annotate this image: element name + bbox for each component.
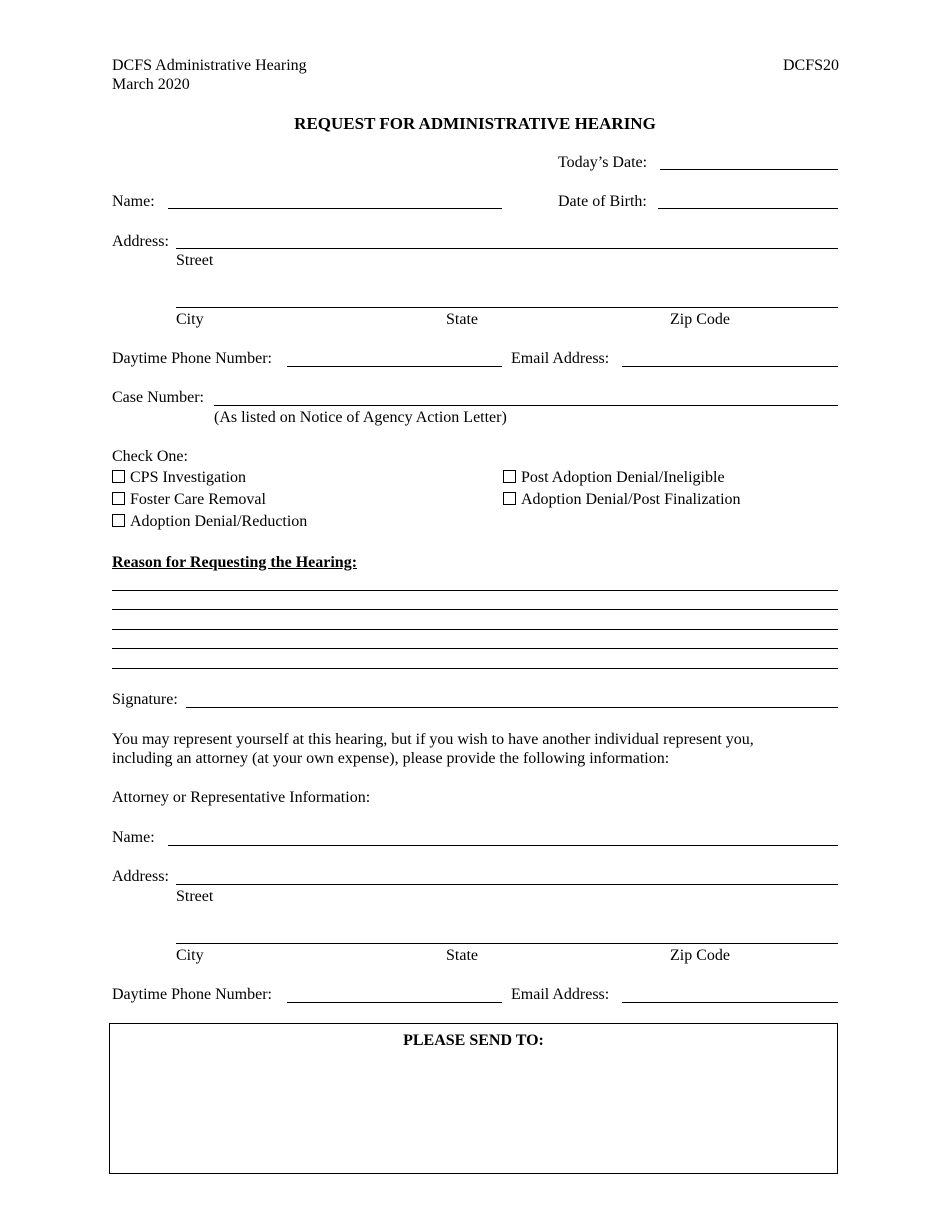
reason-line[interactable] xyxy=(112,668,838,669)
attorney-email-label: Email Address: xyxy=(511,986,610,1003)
checkbox-icon[interactable] xyxy=(112,514,125,527)
email-label: Email Address: xyxy=(511,350,610,367)
case-number-field[interactable] xyxy=(214,405,838,406)
reason-line[interactable] xyxy=(112,590,838,591)
street-field[interactable] xyxy=(176,248,838,249)
representation-paragraph-line1: You may represent yourself at this hearing, but if you wish to have another individual represent you, xyxy=(112,731,754,748)
checkbox-post-adoption-denial[interactable]: Post Adoption Denial/Ineligible xyxy=(503,470,725,486)
reason-line[interactable] xyxy=(112,648,838,649)
checkbox-cps-investigation[interactable]: CPS Investigation xyxy=(112,470,246,486)
header-org: DCFS Administrative Hearing xyxy=(112,57,307,74)
checkbox-icon[interactable] xyxy=(503,470,516,483)
signature-field[interactable] xyxy=(186,707,838,708)
reason-line[interactable] xyxy=(112,609,838,610)
page-title: REQUEST FOR ADMINISTRATIVE HEARING xyxy=(294,114,656,133)
attorney-street-caption: Street xyxy=(176,888,214,905)
phone-field[interactable] xyxy=(287,366,502,367)
attorney-street-field[interactable] xyxy=(176,884,838,885)
todays-date-label: Today’s Date: xyxy=(558,154,648,171)
attorney-address-label: Address: xyxy=(112,868,169,885)
attorney-city-state-zip-field[interactable] xyxy=(176,943,838,944)
reason-heading: Reason for Requesting the Hearing: xyxy=(112,554,358,571)
address-label: Address: xyxy=(112,233,169,250)
city-caption: City xyxy=(176,311,204,328)
todays-date-field[interactable] xyxy=(660,169,838,170)
attorney-name-field[interactable] xyxy=(168,845,838,846)
attorney-info-heading: Attorney or Representative Information: xyxy=(112,789,371,806)
dob-field[interactable] xyxy=(658,208,838,209)
name-field[interactable] xyxy=(168,208,502,209)
checkbox-icon[interactable] xyxy=(112,492,125,505)
signature-label: Signature: xyxy=(112,691,178,708)
attorney-phone-label: Daytime Phone Number: xyxy=(112,986,272,1003)
zip-caption: Zip Code xyxy=(670,311,730,328)
dob-label: Date of Birth: xyxy=(558,193,647,210)
checkbox-adoption-denial-reduction[interactable]: Adoption Denial/Reduction xyxy=(112,514,307,530)
send-to-box xyxy=(109,1023,838,1174)
attorney-email-field[interactable] xyxy=(622,1002,838,1003)
email-field[interactable] xyxy=(622,366,838,367)
attorney-zip-caption: Zip Code xyxy=(670,947,730,964)
name-label: Name: xyxy=(112,193,155,210)
representation-paragraph-line2: including an attorney (at your own expense), please provide the following information: xyxy=(112,750,670,767)
street-caption: Street xyxy=(176,252,214,269)
reason-line[interactable] xyxy=(112,629,838,630)
send-to-title: PLEASE SEND TO: xyxy=(403,1032,544,1049)
phone-label: Daytime Phone Number: xyxy=(112,350,272,367)
state-caption: State xyxy=(446,311,478,328)
header-date: March 2020 xyxy=(112,76,190,93)
checkbox-icon[interactable] xyxy=(503,492,516,505)
checkbox-icon[interactable] xyxy=(112,470,125,483)
attorney-name-label: Name: xyxy=(112,829,155,846)
case-number-note: (As listed on Notice of Agency Action Letter) xyxy=(214,409,507,426)
attorney-phone-field[interactable] xyxy=(287,1002,502,1003)
check-one-label: Check One: xyxy=(112,448,188,465)
form-code: DCFS20 xyxy=(782,57,839,74)
attorney-state-caption: State xyxy=(446,947,478,964)
city-state-zip-field[interactable] xyxy=(176,307,838,308)
attorney-city-caption: City xyxy=(176,947,204,964)
checkbox-adoption-denial-post-finalization[interactable]: Adoption Denial/Post Finalization xyxy=(503,492,741,508)
checkbox-foster-care-removal[interactable]: Foster Care Removal xyxy=(112,492,266,508)
case-number-label: Case Number: xyxy=(112,389,204,406)
